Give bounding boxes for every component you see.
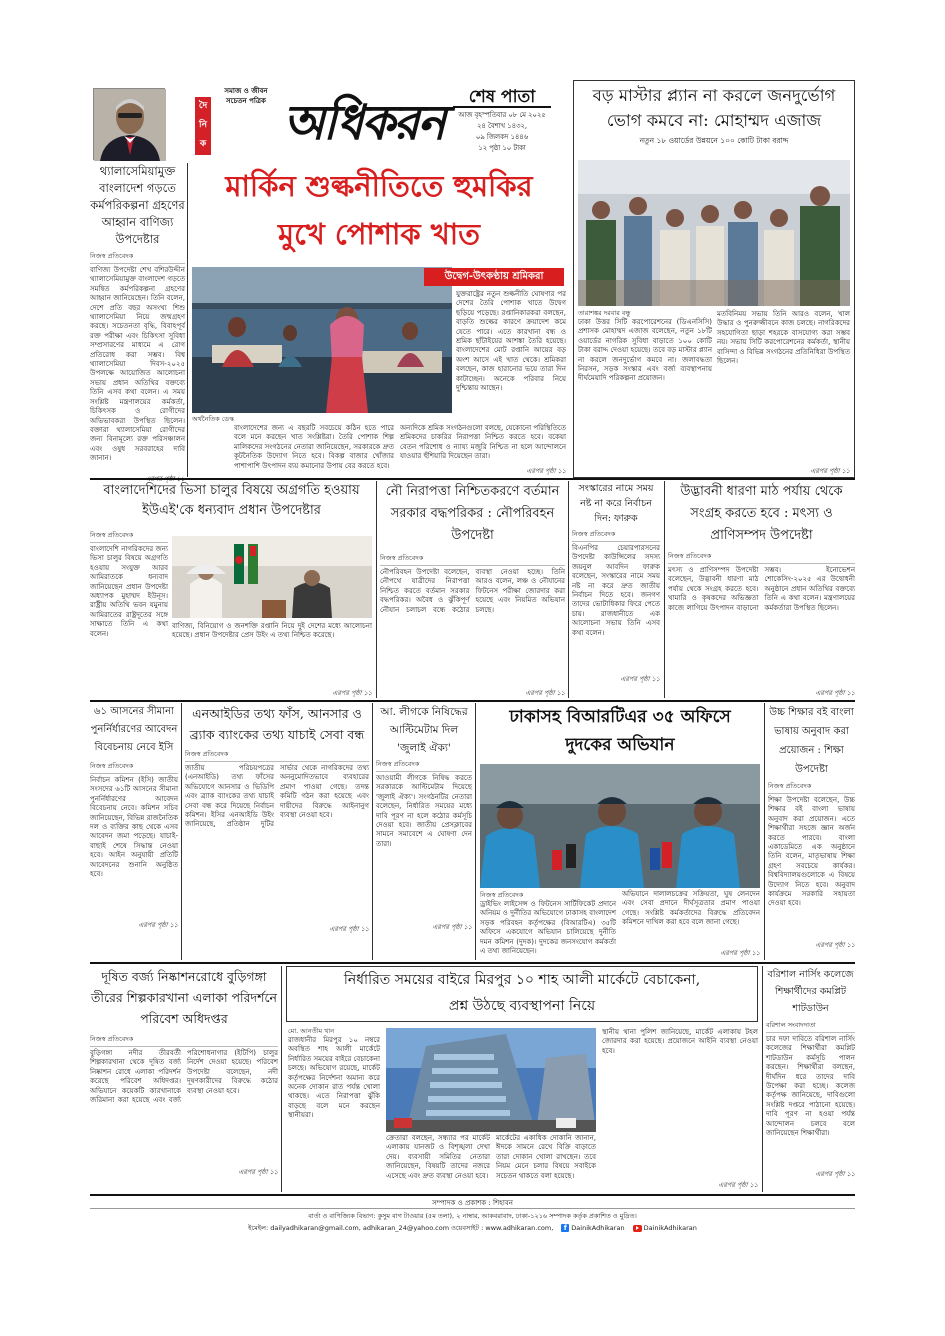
lead-bottom-col-2: অন্যদিকে শ্রমিক সংগঠনগুলো বলছে, যেকোনো পরিস্থিতিতে শ্রমিকদের চাকরির নিরাপত্তা নিশ্চিত করতে হবে। বকেয়া বেতন পরিশোধ ও ন্যায্য মজুরি নিশ্চিত না হলে আন্দোলনে যাওয়ার হুঁশিয়ারি দিয়েছেন তারা। xyxy=(400,424,566,461)
date-line-3: ০৯ জিলকদ ১৪৪৬ xyxy=(475,133,529,141)
diplomatic-meeting-illustration xyxy=(172,536,372,618)
low-4-cont: এরপর পৃষ্ঠা ১১ xyxy=(720,949,760,957)
lead-kicker: উদ্বেগ-উৎকণ্ঠায় শ্রমিকরা xyxy=(424,268,564,286)
footer-contact-row xyxy=(90,1222,855,1234)
low-3-byline: নিজস্ব প্রতিবেদক xyxy=(376,759,472,772)
date-line-2: ২৪ বৈশাখ ১৪৩২, xyxy=(477,122,527,130)
low-3-cont: এরপর পৃষ্ঠা ১১ xyxy=(432,923,472,931)
bot-2-col-1: রাজধানীর মিরপুর ১০ নম্বরে অবস্থিত শাহ আলী মার্কেটে নির্ধারিত সময়ের বাইরে বেচাকেনা চলছে। অভিযোগ রয়েছে, মার্কেট কর্তৃপক্ষের নির্দেশনা অমান্য করে অনেক দোকান রাত পর্যন্ত খোলা থাকছে। এতে নিরাপত্তা ঝুঁকি বাড়ছে বলে মনে করছেন স্থানীয়রা। xyxy=(288,1036,380,1120)
low-5-body: শিক্ষা উপদেষ্টা বলেছেন, উচ্চ শিক্ষার বই বাংলা ভাষায় অনুবাদ করা প্রয়োজন। এতে শিক্ষার্থীরা সহজে জ্ঞান অর্জন করতে পারবে। বাংলা একাডেমিতে এক অনুষ্ঠানে তিনি বলেন, মাতৃভাষায় শিক্ষা গ্রহণ সবচেয়ে কার্যকর। বিশ্ববিদ্যালয়গুলোকে এ বিষয়ে উদ্যোগ নিতে হবে। অনুবাদ কার্যক্রমে সরকারি সহায়তা দেওয়া হবে। xyxy=(768,796,855,908)
left-top-headline: থ্যালাসেমিয়ামুক্ত বাংলাদেশ গড়তে কর্মপরিকল্পনা গ্রহণের আহ্বান বাণিজ্য উপদেষ্টার xyxy=(90,164,185,246)
mid-2-headline: নৌ নিরাপত্তা নিশ্চিতকরণে বর্তমান সরকার বদ্ধপরিকর : নৌপরিবহন উপদেষ্টা xyxy=(385,484,560,543)
footer-address: বার্তা ও বাণিজ্যিক বিভাগ: কুসুম বাগ টাওয়ার (৫ম তলা), ২ নাম্বার, আকবরাবাদ, ঢাকা-১২১৬ সম্পাদক কর্তৃক প্রকাশিত ও মুদ্রিত। xyxy=(308,1212,637,1220)
lead-photo-garment-factory xyxy=(192,267,452,413)
right-top-headline: বড় মাস্টার প্ল্যান না করলে জনদুর্ভোগ ভোগ কমবে না: মোহাম্মদ এজাজ xyxy=(592,86,836,130)
bot-2-col-4: স্থানীয় থানা পুলিশ জানিয়েছে, মার্কেট এলাকায় টহল জোরদার করা হয়েছে। প্রয়োজনে আইনি ব্যবস্থা নেওয়া হবে। xyxy=(602,1028,758,1055)
mid-4-body: মৎস্য ও প্রাণিসম্পদ উপদেষ্টা বলেছেন, উদ্ভাবনী ধারণা মাঠ পর্যায় থেকে সংগ্রহ করতে হবে। খামারি ও কৃষকদের অভিজ্ঞতা কাজে লাগিয়ে উৎপাদন বাড়ানো সম্ভব। ইনোভেশন শোকেসিং-২০২৫ এর উদ্বোধনী অনুষ্ঠানে প্রধান অতিথির বক্তব্যে তিনি এ কথা বলেন। মন্ত্রণালয়ের কর্মকর্তারা উপস্থিত ছিলেন। xyxy=(668,566,855,612)
masthead-vertical-3: ক xyxy=(199,139,207,149)
tagline-1: সমাজ ও জীবন xyxy=(224,87,268,95)
low-5-headline: উচ্চ শিক্ষার বই বাংলা ভাষায় অনুবাদ করা প্রয়োজন : শিক্ষা উপদেষ্টা xyxy=(769,707,854,775)
mid-1-body-2: বাণিজ্য, বিনিয়োগ ও জনশক্তি রপ্তানি নিয়ে দুই দেশের মধ্যে আলোচনা হয়েছে। প্রধান উপদেষ্টার প্রেস উইং এ তথ্য নিশ্চিত করেছে। xyxy=(172,622,372,640)
bot-1-byline: নিজস্ব প্রতিবেদক xyxy=(90,1034,278,1047)
low-4-headline-1: ঢাকাসহ বিআরটিএর ৩৫ অফিসে xyxy=(509,707,731,727)
mid-1-photo-meeting xyxy=(172,536,372,618)
mid-3-headline: সংস্কারের নামে সময় নষ্ট না করে নির্বাচন দিন: ফারুক xyxy=(578,483,654,524)
facebook-icon: f xyxy=(561,1224,569,1232)
low-1-body: নির্বাচন কমিশন (ইসি) জাতীয় সংসদের ৬১টি আসনের সীমানা পুনর্নির্ধারণের আবেদন বিবেচনায় নেবে। কমিশন সচিব জানিয়েছেন, বিভিন্ন রাজনৈতিক দল ও ব্যক্তির কাছ থেকে এসব আবেদন জমা পড়েছে। যাচাই-বাছাই শেষে সিদ্ধান্ত নেওয়া হবে। আইন অনুযায়ী প্রতিটি আবেদনের শুনানি অনুষ্ঠিত হবে। xyxy=(90,776,178,879)
masthead-vertical-2: নি xyxy=(199,120,207,130)
mid-2-article xyxy=(380,481,565,698)
bot-3-headline: বরিশাল নার্সিং কলেজে শিক্ষার্থীদের কমপ্লিট শাটডাউন xyxy=(767,969,854,1014)
section-title: শেষ পাতা xyxy=(453,86,551,108)
bot-1-cont: এরপর পৃষ্ঠা ১১ xyxy=(238,1168,278,1176)
bot-2-col-3: মার্কেটের একাধিক দোকানি জানান, ঈদকে সামনে রেখে বিক্রি বাড়াতে তারা দোকান খোলা রাখছেন। তবে নিয়ম মেনে চলার বিষয়ে সবাইকে সচেতন থাকতে বলা হয়েছে। xyxy=(496,1134,596,1180)
right-top-subhead: নতুন ১৮ ওয়ার্ডের উন্নয়নে ১০০ কোটি টাকা বরাদ্দ xyxy=(639,136,789,145)
low-1-article xyxy=(90,703,178,960)
low-2-article xyxy=(185,703,369,960)
lead-bottom-col-1: বাংলাদেশের জন্য এ বছরটি সবচেয়ে কঠিন হতে পারে বলে মনে করছেন খাত সংশ্লিষ্টরা। তৈরি পোশাক শিল্প মালিকদের সংগঠনের নেতারা জানিয়েছেন, সরকারকে দ্রুত কূটনৈতিক উদ্যোগ নিতে হবে। বিকল্প বাজার খোঁজার পাশাপাশি উৎপাদন ব্যয় কমানোর উপায় বের করতে হবে। xyxy=(234,424,394,470)
lead-headline-2: মুখে পোশাক খাত xyxy=(278,217,480,251)
low-2-cont: এরপর পৃষ্ঠা ১১ xyxy=(329,925,369,933)
bot-2-byline: মো. আনতীম খান xyxy=(288,1027,335,1035)
meeting-illustration xyxy=(578,160,850,306)
low-5-byline: নিজস্ব প্রতিবেদক xyxy=(768,781,855,794)
mid-4-headline: উদ্ভাবনী ধারণা মাঠ পর্যায় থেকে সংগ্রহ করতে হবে : মৎস্য ও প্রাণিসম্পদ উপদেষ্টা xyxy=(680,484,843,543)
youtube-handle: DainikAdhikaran xyxy=(643,1224,697,1232)
masthead-logo: অধিকরন xyxy=(283,95,444,151)
shopping-mall-illustration xyxy=(386,1028,596,1132)
youtube-icon xyxy=(633,1225,642,1232)
left-top-article xyxy=(90,163,185,478)
mid-1-byline: নিজস্ব প্রতিবেদক xyxy=(90,530,168,543)
mid-2-byline: নিজস্ব প্রতিবেদক xyxy=(380,553,565,566)
mid-3-cont: এরপর পৃষ্ঠা ১১ xyxy=(620,675,660,683)
low-3-headline: আ. লীগকে নিষিদ্ধের আল্টিমেটাম দিল 'জুলাই ঐক্য' xyxy=(380,706,468,754)
mid-2-body: নৌপরিবহন উপদেষ্টা বলেছেন, নৌপথে যাত্রীদের নিরাপত্তা নিশ্চিত করতে বর্তমান সরকার বদ্ধপরিকর। অবৈধ ও ঝুঁকিপূর্ণ নৌযান চলাচল বন্ধে কঠোর ব্যবস্থা নেওয়া হচ্ছে। তিনি আরও বলেন, লঞ্চ ও নৌযানের ফিটনেস পরীক্ষা জোরদার করা হয়েছে এবং নিয়মিত অভিযান চলছে। xyxy=(380,568,565,614)
low-5-article xyxy=(768,703,855,960)
date-box xyxy=(453,110,551,158)
low-5-cont: এরপর পৃষ্ঠা ১১ xyxy=(815,941,855,949)
facebook-handle: DainikAdhikaran xyxy=(571,1224,625,1232)
youtube-link[interactable] xyxy=(633,1224,697,1232)
bot-2-col-2: ক্রেতারা বলছেন, সন্ধ্যার পর মার্কেট এলাকায় যানজট ও বিশৃঙ্খলা দেখা দেয়। ব্যবসায়ী সমিতির নেতারা জানিয়েছেন, বিষয়টি তাদের নজরে এসেছে এবং দ্রুত ব্যবস্থা নেওয়া হবে। xyxy=(386,1134,490,1180)
right-top-caption: তারাশঙ্কর দরবার বন্ধু xyxy=(578,309,631,317)
bot-3-body: চার দফা দাবিতে বরিশাল নার্সিং কলেজের শিক্ষার্থীরা কমপ্লিট শাটডাউন কর্মসূচি পালন করছেন। শিক্ষার্থীরা বলছেন, দীর্ঘদিন ধরে তাদের দাবি উপেক্ষা করা হচ্ছে। কলেজ কর্তৃপক্ষ জানিয়েছে, দাবিগুলো সংশ্লিষ্ট দপ্তরে পাঠানো হয়েছে। দাবি পূরণ না হওয়া পর্যন্ত আন্দোলন চলবে বলে জানিয়েছেন শিক্ষার্থীরা। xyxy=(766,1035,855,1138)
mid-3-byline: নিজস্ব প্রতিবেদক xyxy=(572,529,660,542)
low-1-byline: নিজস্ব প্রতিবেদক xyxy=(90,761,178,774)
left-top-byline: নিজস্ব প্রতিবেদক xyxy=(90,251,185,264)
date-line-1: আজ বৃহস্পতিবার ০৮ মে ২০২৫ xyxy=(458,111,546,119)
bot-1-headline: দূষিত বর্জ্য নিষ্কাশনরোধে বুড়িগঙ্গা তীরের শিল্পকারখানা এলাকা পরিদর্শনে পরিবেশ অধিদপ্তর xyxy=(91,969,277,1026)
mid-4-byline: নিজস্ব প্রতিবেদক xyxy=(668,551,855,564)
bot-1-article xyxy=(90,966,278,1192)
tagline-2: সচেতন পত্রিক xyxy=(226,97,266,105)
right-top-photo-meeting xyxy=(578,160,850,306)
low-2-body: জাতীয় পরিচয়পত্রের (এনআইডি) তথ্য ফাঁসের অভিযোগে আনসার ও ভিডিপি এবং ব্র্যাক ব্যাংকের তথ্য যাচাই সেবা বন্ধ করে দিয়েছে নির্বাচন কমিশন। ইসির এনআইডি উইং জানিয়েছে, প্রতিষ্ঠান দুটির সার্ভার থেকে নাগরিকদের তথ্য অননুমোদিতভাবে ব্যবহারের প্রমাণ পাওয়া গেছে। তদন্ত কমিটি গঠন করা হয়েছে এবং দায়ীদের বিরুদ্ধে আইনানুগ ব্যবস্থা নেওয়া হবে। xyxy=(185,764,369,829)
low-4-caption: নিজস্ব প্রতিবেদক xyxy=(480,891,524,899)
low-1-cont: এরপর পৃষ্ঠা ১১ xyxy=(138,921,178,929)
low-2-headline: এনআইডির তথ্য ফাঁস, আনসার ও ব্র্যাক ব্যাংকের তথ্য যাচাই সেবা বন্ধ xyxy=(189,706,365,742)
facebook-link[interactable] xyxy=(561,1224,624,1232)
mid-1-headline: বাংলাদেশিদের ভিসা চালুর বিষয়ে অগ্রগতি হওয়ায় ইউএই'কে ধন্যবাদ প্রধান উপদেষ্টার xyxy=(103,483,360,518)
bot-2-headline-2: প্রশ্ন উঠছে ব্যবস্থাপনা নিয়ে xyxy=(448,998,596,1014)
mid-4-cont: এরপর পৃষ্ঠা ১১ xyxy=(815,689,855,697)
bot-2-headline-box xyxy=(286,966,758,1022)
mid-1-left-col xyxy=(90,530,168,698)
bot-2-headline-1: নির্ধারিত সময়ের বাইরে মিরপুর ১০ শাহ আলী মার্কেটে বেচাকেনা, xyxy=(343,972,701,988)
right-top-col-2: মতবিনিময় সভায় তিনি আরও বলেন, খাল উদ্ধার ও পুনরুজ্জীবনে কাজ চলছে। নাগরিকদের সহযোগিতা ছাড়া শহরকে বাসযোগ্য করা সম্ভব নয়। সভায় সিটি করপোরেশনের কর্মকর্তা, স্থানীয় বাসিন্দা ও বিভিন্ন সংগঠনের প্রতিনিধিরা উপস্থিত ছিলেন। xyxy=(717,310,850,366)
mid-3-article xyxy=(572,481,660,698)
lead-photo-caption: অর্থনৈতিক ডেস্ক xyxy=(192,415,234,423)
low-4-headline-2: দুদকের অভিযান xyxy=(565,735,675,755)
mid-3-body: বিএনপির চেয়ারপারসনের উপদেষ্টা কাউন্সিলের সদস্য জয়নুল আবদিন ফারুক বলেছেন, সংস্কারের নামে সময় নষ্ট না করে দ্রুত জাতীয় নির্বাচন দিতে হবে। জনগণ তাদের ভোটাধিকার ফিরে পেতে চায়। রাজধানীতে এক আলোচনা সভায় তিনি এসব কথা বলেন। xyxy=(572,544,660,637)
mid-1-cont: এরপর পৃষ্ঠা ১১ xyxy=(332,689,372,697)
date-line-4: ১২ পৃষ্ঠা ১০ টাকা xyxy=(478,144,526,152)
left-top-body: বাণিজ্য উপদেষ্টা শেখ বশিরউদ্দীন থ্যালাসেমিয়ামুক্ত বাংলাদেশ গড়তে সমন্বিত কর্মপরিকল্পনা গ্রহণের আহ্বান জানিয়েছেন। তিনি বলেন, দেশে প্রতি বছর অসংখ্য শিশু থ্যালাসেমিয়া নিয়ে জন্মগ্রহণ করছে। সচেতনতা বৃদ্ধি, বিবাহপূর্ব রক্ত পরীক্ষা এবং চিকিৎসা সুবিধা সম্প্রসারণের মাধ্যমে এ রোগ প্রতিরোধ করা সম্ভব। বিশ্ব থ্যালাসেমিয়া দিবস-২০২৫ উপলক্ষে আয়োজিত আলোচনা সভায় প্রধান অতিথির বক্তব্যে তিনি এসব কথা বলেন। এ সময় সংশ্লিষ্ট মন্ত্রণালয়ের কর্মকর্তা, চিকিৎসক ও রোগীদের অভিভাবকরা উপস্থিত ছিলেন। বক্তারা থ্যালাসেমিয়া রোগীদের জন্য বিনামূল্যে রক্ত পরিসঞ্চালন এবং ওষুধ সরবরাহের দাবি জানান। xyxy=(90,266,185,463)
low-4-col-2: অভিযানে দালালচক্রের সক্রিয়তা, ঘুষ লেনদেন এবং সেবা প্রদানে দীর্ঘসূত্রতার প্রমাণ পাওয়া গেছে। সংশ্লিষ্ট কর্মকর্তাদের বিরুদ্ধে প্রতিবেদন কমিশনে দাখিল করা হবে বলে জানা গেছে। xyxy=(622,890,760,927)
footer-contact: ইমেইল: dailyadhikaran@gmail.com, adhikaran_24@yahoo.com ওয়েবসাইট : www.adhikaran.com, xyxy=(248,1223,554,1232)
bot-1-body: বুড়িগঙ্গা নদীর তীরবর্তী শিল্পকারখানা থেকে দূষিত বর্জ্য নিষ্কাশন রোধে এলাকা পরিদর্শন করেছে পরিবেশ অধিদপ্তর। অভিযানে কয়েকটি কারখানাকে জরিমানা করা হয়েছে এবং বর্জ্য পরিশোধনাগার (ইটিপি) চালুর নির্দেশ দেওয়া হয়েছে। পরিবেশ উপদেষ্টা বলেছেন, নদী দূষণকারীদের বিরুদ্ধে কঠোর ব্যবস্থা নেওয়া হবে। xyxy=(90,1049,278,1105)
footer-editor: সম্পাদক ও প্রকাশক : শিহাবন xyxy=(432,1199,513,1207)
low-1-headline: ৬১ আসনের সীমানা পুনর্নির্ধারণের আবেদন বিবেচনায় নেবে ইসি xyxy=(90,706,178,753)
masthead-vertical-badge xyxy=(195,97,211,155)
bot-2-cont: এরপর পৃষ্ঠা ১১ xyxy=(718,1181,758,1189)
portrait-illustration xyxy=(94,89,166,161)
lead-cont: এরপর পৃষ্ঠা ১১ xyxy=(526,467,566,475)
anti-corruption-raid-illustration xyxy=(480,764,760,888)
mid-2-cont: এরপর পৃষ্ঠা ১১ xyxy=(525,689,565,697)
garment-workers-illustration xyxy=(192,267,452,413)
adviser-portrait xyxy=(93,88,165,160)
mid-1-body: বাংলাদেশি নাগরিকদের জন্য ভিসা চালুর বিষয়ে অগ্রগতি হওয়ায় সংযুক্ত আরব আমিরাতকে ধন্যবাদ জানিয়েছেন প্রধান উপদেষ্টা অধ্যাপক মুহাম্মদ ইউনূস। রাষ্ট্রীয় অতিথি ভবন যমুনায় আমিরাতের রাষ্ট্রদূতের সঙ্গে সাক্ষাতে তিনি এ কথা বলেন। xyxy=(90,545,168,638)
right-top-col-1: ঢাকা উত্তর সিটি করপোরেশনের (ডিএনসিসি) প্রশাসক মোহাম্মদ এজাজ বলেছেন, নতুন ১৮টি ওয়ার্ডের নাগরিক সুবিধা বাড়াতে ১০০ কোটি টাকা বরাদ্দ দেওয়া হয়েছে। তবে বড় মাস্টার প্ল্যান না করলে জনদুর্ভোগ কমবে না। জলাবদ্ধতা নিরসন, সড়ক সংস্কার এবং বর্জ্য ব্যবস্থাপনায় দীর্ঘমেয়াদি পরিকল্পনা প্রয়োজন। xyxy=(578,318,712,383)
low-4-photo-acc-raid xyxy=(480,764,760,888)
low-4-col-1: ড্রাইভিং লাইসেন্স ও ফিটনেস সার্টিফিকেট প্রদানে অনিয়ম ও দুর্নীতির অভিযোগে ঢাকাসহ বাংলাদেশ সড়ক পরিবহন কর্তৃপক্ষের (বিআরটিএ) ৩৫টি অফিসে একযোগে অভিযান চালিয়েছে দুর্নীতি দমন কমিশন (দুদক)। দুদকের জনসংযোগ কর্মকর্তা এ তথ্য জানিয়েছেন। xyxy=(480,900,616,956)
low-2-byline: নিজস্ব প্রতিবেদক xyxy=(185,749,369,762)
right-top-cont: এরপর পৃষ্ঠা ১১ xyxy=(810,467,850,475)
bot-3-byline: বরিশাল সংবাদদাতা xyxy=(766,1020,855,1033)
bot-2-photo-market xyxy=(386,1028,596,1132)
bot-3-cont: এরপর পৃষ্ঠা ১১ xyxy=(815,1170,855,1178)
mid-4-article xyxy=(668,481,855,698)
masthead-vertical-1: দৈ xyxy=(198,101,208,111)
low-3-body: আওয়ামী লীগকে নিষিদ্ধ করতে সরকারকে আল্টিমেটাম দিয়েছে 'জুলাই ঐক্য'। সংগঠনটির নেতারা বলেছেন, নির্ধারিত সময়ের মধ্যে দাবি পূরণ না হলে কঠোর কর্মসূচি দেওয়া হবে। জাতীয় প্রেসক্লাবের সামনে সমাবেশে এ ঘোষণা দেন তারা। xyxy=(376,774,472,848)
bot-3-article xyxy=(766,966,855,1192)
low-3-article xyxy=(376,703,472,960)
lead-right-column: যুক্তরাষ্ট্রের নতুন শুল্কনীতি ঘোষণার পর দেশের তৈরি পোশাক খাতে উদ্বেগ ছড়িয়ে পড়েছে। রপ্তানিকারকরা বলছেন, বাড়তি শুল্কের কারণে ক্রয়াদেশ কমে যেতে পারে। এতে কারখানা বন্ধ ও শ্রমিক ছাঁটাইয়ের আশঙ্কা তৈরি হয়েছে। বাংলাদেশের মোট রপ্তানি আয়ের বড় অংশ আসে এই খাত থেকে। শ্রমিকরা বলছেন, কাজ হারানোর ভয়ে তারা দিন কাটাচ্ছেন। অনেকে পরিবার নিয়ে দুশ্চিন্তায় আছেন। xyxy=(456,290,566,393)
lead-headline-1: মার্কিন শুল্কনীতিতে হুমকির xyxy=(225,169,533,203)
